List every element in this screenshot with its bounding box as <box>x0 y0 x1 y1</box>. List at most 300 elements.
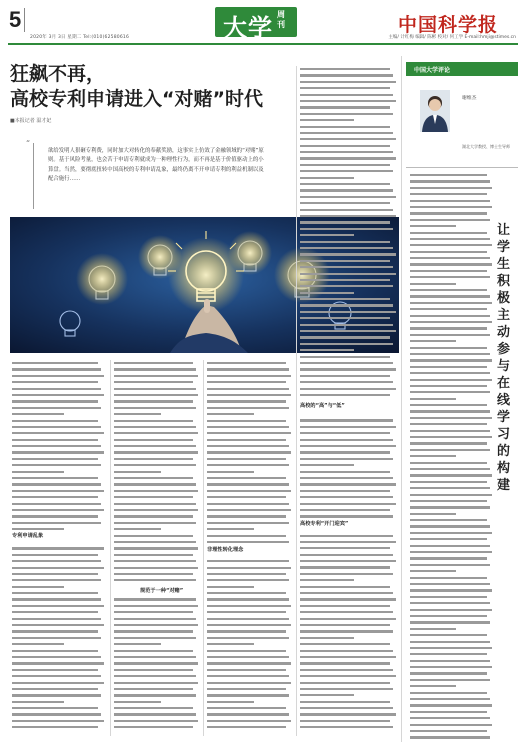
text-stroke <box>207 630 286 632</box>
subhead-irrational: 非理性转化理念 <box>207 547 244 553</box>
sidebar-body-text <box>410 172 494 742</box>
text-stroke <box>114 535 193 537</box>
text-stroke <box>114 400 193 402</box>
text-stroke <box>410 449 490 451</box>
text-stroke <box>207 688 286 690</box>
text-stroke <box>12 464 101 466</box>
text-stroke <box>207 720 291 722</box>
text-stroke <box>410 641 490 643</box>
text-stroke <box>207 694 289 696</box>
text-stroke <box>114 726 193 728</box>
text-stroke <box>410 379 492 381</box>
text-stroke <box>410 704 492 706</box>
text-stroke <box>12 375 104 377</box>
text-stroke <box>410 666 492 668</box>
text-stroke <box>114 464 196 466</box>
text-stroke <box>207 400 286 402</box>
text-stroke <box>114 503 196 505</box>
text-stroke <box>207 483 289 485</box>
text-stroke <box>300 618 396 620</box>
text-stroke <box>300 483 396 485</box>
text-stroke <box>410 321 492 323</box>
text-stroke <box>12 362 98 364</box>
text-stroke <box>410 455 456 457</box>
text-stroke <box>300 94 393 96</box>
body-text-column-4 <box>300 66 398 736</box>
text-stroke <box>300 215 396 217</box>
text-stroke <box>12 637 101 639</box>
body-text-column-2 <box>114 360 200 736</box>
text-stroke <box>300 336 390 338</box>
headline-line-1: 狂飙不再， <box>10 63 106 85</box>
text-stroke <box>12 515 98 517</box>
text-stroke <box>300 138 396 140</box>
text-stroke <box>12 445 101 447</box>
text-stroke <box>114 375 198 377</box>
text-stroke <box>114 560 196 562</box>
text-line <box>410 734 494 740</box>
text-stroke <box>300 624 390 626</box>
text-line <box>300 724 398 730</box>
text-stroke <box>300 209 393 211</box>
text-stroke <box>300 503 396 505</box>
article-byline: ■本报记者 温才妃 <box>10 118 52 124</box>
text-stroke <box>114 439 193 441</box>
text-stroke <box>114 643 161 645</box>
text-stroke <box>300 157 396 159</box>
text-stroke <box>207 515 286 517</box>
text-stroke <box>207 573 286 575</box>
text-stroke <box>12 420 98 422</box>
text-stroke <box>114 669 193 671</box>
text-stroke <box>300 605 390 607</box>
text-stroke <box>12 439 98 441</box>
sidebar-column-title: 让学生积极主动参与在线学习的构建 <box>497 223 511 493</box>
text-stroke <box>12 656 101 658</box>
text-stroke <box>12 586 64 588</box>
text-stroke <box>410 404 487 406</box>
text-stroke <box>410 283 456 285</box>
text-stroke <box>114 394 198 396</box>
text-stroke <box>114 413 161 415</box>
text-stroke <box>410 232 487 234</box>
text-stroke <box>207 381 286 383</box>
text-stroke <box>207 439 286 441</box>
text-stroke <box>12 522 101 524</box>
section-title: 大学 <box>223 14 273 42</box>
text-stroke <box>12 643 64 645</box>
text-stroke <box>300 356 390 358</box>
text-stroke <box>12 394 104 396</box>
text-stroke <box>300 458 393 460</box>
text-stroke <box>410 525 490 527</box>
page-number: 5 <box>9 7 22 32</box>
text-stroke <box>114 630 193 632</box>
text-stroke <box>207 579 289 581</box>
text-stroke <box>410 557 487 559</box>
text-stroke <box>300 304 393 306</box>
subhead-open-door: 高校专利“开门迎宾” <box>300 521 349 527</box>
text-stroke <box>207 496 286 498</box>
text-stroke <box>300 547 390 549</box>
text-stroke <box>114 368 196 370</box>
text-stroke <box>410 225 456 227</box>
text-stroke <box>410 251 487 253</box>
text-stroke <box>300 496 393 498</box>
text-stroke <box>300 183 390 185</box>
text-stroke <box>300 579 354 581</box>
text-stroke <box>114 541 196 543</box>
text-stroke <box>12 682 104 684</box>
text-stroke <box>300 279 390 281</box>
text-stroke <box>300 726 393 728</box>
text-stroke <box>410 583 490 585</box>
text-stroke <box>300 362 393 364</box>
text-stroke <box>300 713 396 715</box>
text-stroke <box>410 193 487 195</box>
text-stroke <box>114 694 196 696</box>
text-stroke <box>300 368 396 370</box>
text-stroke <box>207 458 286 460</box>
text-stroke <box>300 394 390 396</box>
text-stroke <box>300 432 390 434</box>
subhead-gamble: 规范于一种“对赌” <box>140 588 184 594</box>
text-stroke <box>114 675 196 677</box>
text-stroke <box>300 317 390 319</box>
text-stroke <box>12 707 98 709</box>
text-stroke <box>207 362 286 364</box>
text-stroke <box>300 682 390 684</box>
issue-date-info: 2020年 3月 3日 星期二 Tel:(010)62580616 <box>30 35 130 40</box>
text-stroke <box>207 713 289 715</box>
text-stroke <box>207 701 254 703</box>
text-stroke <box>410 347 487 349</box>
text-stroke <box>300 637 354 639</box>
text-stroke <box>300 228 393 230</box>
text-stroke <box>300 100 396 102</box>
text-stroke <box>410 532 492 534</box>
text-stroke <box>300 694 354 696</box>
text-stroke <box>300 324 393 326</box>
sidebar-header-label: 中国大学评论 <box>414 67 451 74</box>
text-stroke <box>300 445 396 447</box>
column-divider <box>296 66 297 736</box>
text-stroke <box>207 643 254 645</box>
text-stroke <box>207 375 291 377</box>
text-stroke <box>410 187 492 189</box>
text-stroke <box>114 490 198 492</box>
text-stroke <box>300 381 393 383</box>
text-stroke <box>207 605 291 607</box>
text-stroke <box>300 464 354 466</box>
text-stroke <box>114 682 198 684</box>
text-stroke <box>410 462 487 464</box>
text-stroke <box>300 260 390 262</box>
text-stroke <box>114 381 193 383</box>
text-stroke <box>410 359 492 361</box>
text-stroke <box>114 567 198 569</box>
text-stroke <box>410 302 492 304</box>
text-stroke <box>410 647 492 649</box>
text-stroke <box>410 200 490 202</box>
text-stroke <box>300 170 393 172</box>
text-stroke <box>410 340 456 342</box>
text-stroke <box>207 388 289 390</box>
text-stroke <box>300 541 396 543</box>
text-stroke <box>207 624 291 626</box>
text-stroke <box>12 547 104 549</box>
text-stroke <box>114 554 193 556</box>
author-portrait <box>420 90 450 132</box>
column-divider <box>110 360 111 736</box>
sidebar-header <box>406 62 518 76</box>
text-stroke <box>410 206 492 208</box>
text-stroke <box>410 672 487 674</box>
text-stroke <box>12 669 98 671</box>
text-stroke <box>207 509 291 511</box>
text-stroke <box>300 298 390 300</box>
text-stroke <box>300 87 390 89</box>
text-stroke <box>410 270 487 272</box>
text-stroke <box>114 720 198 722</box>
text-stroke <box>410 436 492 438</box>
text-stroke <box>300 119 354 121</box>
text-stroke <box>114 420 193 422</box>
text-stroke <box>12 451 104 453</box>
text-stroke <box>410 564 490 566</box>
text-stroke <box>207 662 291 664</box>
text-stroke <box>300 292 354 294</box>
text-stroke <box>300 669 393 671</box>
text-stroke <box>300 196 396 198</box>
text-stroke <box>114 656 196 658</box>
text-stroke <box>410 410 490 412</box>
text-stroke <box>410 327 487 329</box>
text-stroke <box>300 451 390 453</box>
text-stroke <box>300 234 354 236</box>
text-stroke <box>207 528 254 530</box>
text-stroke <box>300 720 390 722</box>
text-stroke <box>300 189 393 191</box>
text-stroke <box>114 637 196 639</box>
text-stroke <box>410 295 490 297</box>
text-stroke <box>410 660 490 662</box>
text-stroke <box>114 515 193 517</box>
text-stroke <box>114 618 196 620</box>
divider <box>24 8 25 32</box>
text-stroke <box>12 688 98 690</box>
body-text-column-1 <box>12 360 106 736</box>
text-stroke <box>12 458 98 460</box>
text-stroke <box>114 362 193 364</box>
text-stroke <box>114 662 198 664</box>
text-stroke <box>12 611 98 613</box>
text-stroke <box>207 637 289 639</box>
editor-info: 主编/ 计红梅 编辑/ 陈彬 校对/ 何工学 E-mail:hmji@stimes.cn <box>388 35 516 40</box>
text-stroke <box>410 692 487 694</box>
text-stroke <box>114 445 196 447</box>
text-stroke <box>300 388 396 390</box>
quote-mark-icon: “ <box>26 139 31 148</box>
text-stroke <box>12 483 101 485</box>
text-stroke <box>300 688 393 690</box>
text-stroke <box>12 413 64 415</box>
text-stroke <box>114 598 196 600</box>
text-stroke <box>12 624 104 626</box>
author-role: 湖北大学教授、博士生导师 <box>462 144 510 149</box>
text-stroke <box>114 432 198 434</box>
text-stroke <box>410 724 492 726</box>
text-stroke <box>410 289 487 291</box>
text-stroke <box>12 605 104 607</box>
text-stroke <box>410 634 487 636</box>
text-stroke <box>12 407 101 409</box>
text-stroke <box>300 106 390 108</box>
text-stroke <box>410 538 487 540</box>
text-stroke <box>12 573 98 575</box>
text-stroke <box>207 669 286 671</box>
text-stroke <box>300 349 354 351</box>
text-stroke <box>12 567 104 569</box>
text-stroke <box>410 506 490 508</box>
text-stroke <box>410 174 487 176</box>
section-badge <box>215 7 297 42</box>
text-stroke <box>410 334 490 336</box>
text-stroke <box>114 528 161 530</box>
text-stroke <box>300 477 393 479</box>
text-stroke <box>410 602 490 604</box>
text-stroke <box>207 598 289 600</box>
text-stroke <box>12 650 98 652</box>
text-stroke <box>410 545 490 547</box>
text-stroke <box>300 419 393 421</box>
text-stroke <box>12 662 104 664</box>
text-stroke <box>410 219 490 221</box>
text-stroke <box>114 611 193 613</box>
text-stroke <box>300 126 390 128</box>
text-stroke <box>12 388 101 390</box>
text-stroke <box>410 621 490 623</box>
subhead-high-low: 高校的“高”与“低” <box>300 403 345 409</box>
text-stroke <box>300 343 393 345</box>
text-stroke <box>12 471 64 473</box>
text-stroke <box>300 560 396 562</box>
text-stroke <box>410 698 490 700</box>
text-stroke <box>12 701 64 703</box>
text-stroke <box>12 560 101 562</box>
text-stroke <box>207 656 289 658</box>
text-stroke <box>12 381 98 383</box>
text-stroke <box>12 490 104 492</box>
text-stroke <box>410 685 456 687</box>
text-stroke <box>114 496 193 498</box>
text-stroke <box>410 353 490 355</box>
text-stroke <box>300 253 396 255</box>
article-headline <box>10 62 263 112</box>
text-stroke <box>410 442 487 444</box>
text-stroke <box>300 145 390 147</box>
text-stroke <box>207 503 289 505</box>
text-stroke <box>12 503 101 505</box>
text-stroke <box>300 241 390 243</box>
text-stroke <box>114 579 196 581</box>
text-stroke <box>207 432 291 434</box>
text-stroke <box>410 589 492 591</box>
text-stroke <box>114 605 198 607</box>
text-stroke <box>410 391 490 393</box>
text-stroke <box>207 560 289 562</box>
header-rule <box>8 43 518 45</box>
text-stroke <box>114 522 196 524</box>
text-stroke <box>410 487 490 489</box>
text-stroke <box>300 490 390 492</box>
text-stroke <box>207 407 289 409</box>
text-stroke <box>12 528 64 530</box>
text-stroke <box>410 366 487 368</box>
text-stroke <box>410 244 492 246</box>
text-stroke <box>410 615 487 617</box>
text-stroke <box>12 713 101 715</box>
text-stroke <box>300 598 396 600</box>
headline-line-2: 高校专利申请进入“对赌”时代 <box>10 88 263 110</box>
text-stroke <box>300 515 393 517</box>
text-stroke <box>207 618 289 620</box>
text-stroke <box>410 711 487 713</box>
text-stroke <box>410 180 490 182</box>
text-stroke <box>410 398 456 400</box>
newspaper-masthead: 中国科学报 <box>398 14 499 36</box>
text-stroke <box>300 471 390 473</box>
text-stroke <box>12 496 98 498</box>
text-stroke <box>300 426 396 428</box>
text-stroke <box>300 573 393 575</box>
section-suffix: 周刊 <box>277 10 285 29</box>
text-stroke <box>410 276 490 278</box>
text-line <box>114 724 200 730</box>
text-stroke <box>410 577 487 579</box>
text-stroke <box>410 500 487 502</box>
text-stroke <box>12 432 104 434</box>
text-stroke <box>207 611 286 613</box>
text-stroke <box>410 494 492 496</box>
text-stroke <box>114 407 196 409</box>
text-stroke <box>207 650 286 652</box>
text-stroke <box>410 570 456 572</box>
text-stroke <box>300 592 393 594</box>
text-stroke <box>114 573 193 575</box>
text-stroke <box>207 464 289 466</box>
text-stroke <box>300 311 396 313</box>
text-stroke <box>12 426 101 428</box>
text-stroke <box>114 509 198 511</box>
text-stroke <box>300 662 390 664</box>
text-stroke <box>207 586 254 588</box>
text-stroke <box>410 551 492 553</box>
text-stroke <box>410 308 487 310</box>
text-stroke <box>114 688 193 690</box>
text-stroke <box>12 554 98 556</box>
author-name: 谢维杰 <box>462 96 477 101</box>
text-stroke <box>114 471 161 473</box>
text-stroke <box>410 481 487 483</box>
text-stroke <box>410 717 490 719</box>
column-divider <box>203 360 204 736</box>
text-stroke <box>114 458 193 460</box>
text-stroke <box>207 426 289 428</box>
text-stroke <box>300 675 396 677</box>
text-stroke <box>300 132 393 134</box>
text-stroke <box>300 74 393 76</box>
